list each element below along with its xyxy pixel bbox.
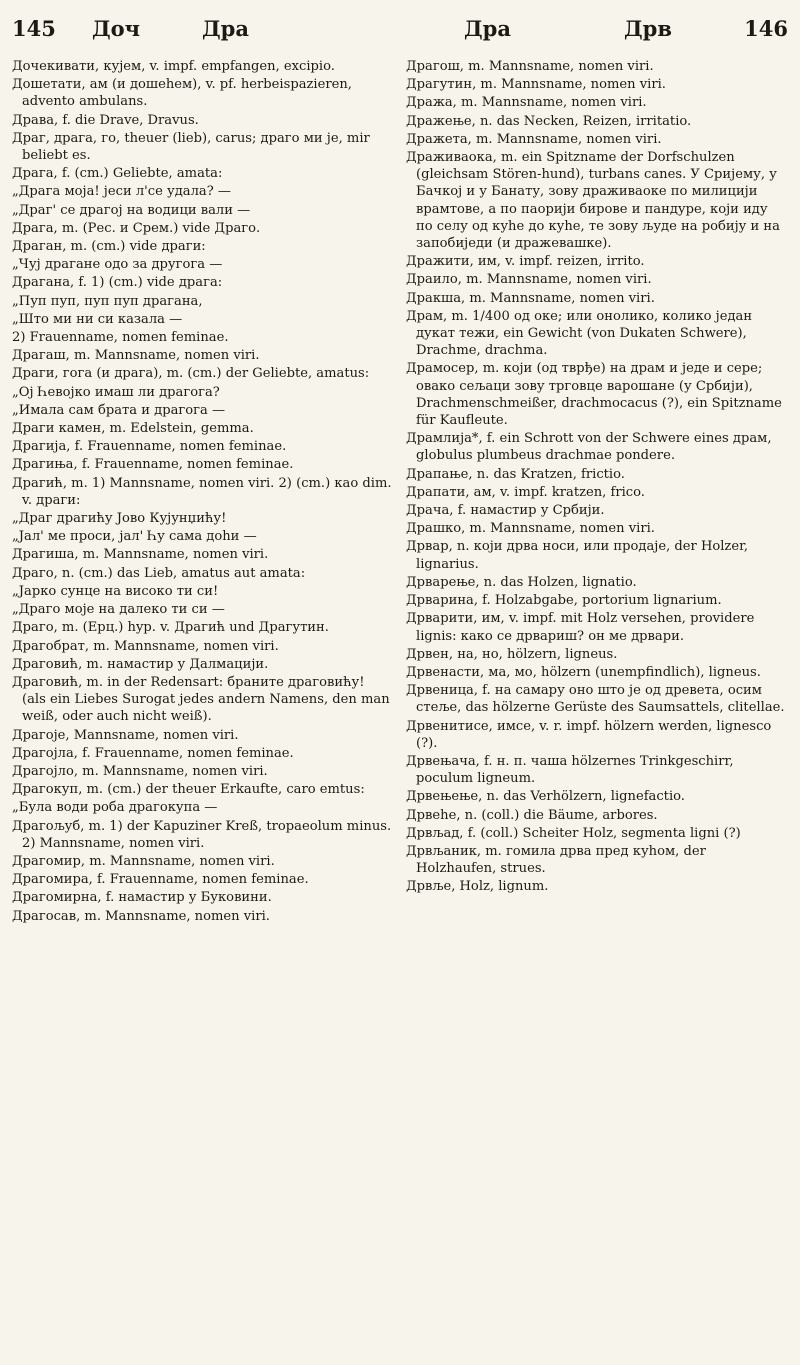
page-number-right: 146 [744, 16, 788, 41]
dictionary-entry: Драгија, f. Frauenname, nomen feminae. [12, 439, 287, 455]
dictionary-entry: Драживаока, m. ein Spitzname der Dorfschulzen (gleichsam Stören-hund), turbans canes. У Сријему, у Бачкој и у Банату, зову драживаоке по милицији врамтове, а по паорији бирове и пандуре, који иду по селу од куһе до куһе, те зову људе на робију и на запобиједи (и дражевашке). [406, 150, 780, 252]
dictionary-entry: Драшко, m. Mannsname, nomen viri. [406, 521, 655, 537]
dictionary-entry: Драча, f. намастир у Србији. [406, 503, 605, 519]
dictionary-entry: Дрварење, n. das Holzen, lignatio. [406, 574, 637, 590]
left-column [12, 58, 392, 1357]
dictionary-entry: Драгаш, m. Mannsname, nomen viri. [12, 348, 260, 364]
dictionary-entry: Драпати, ам, v. impf. kratzen, frico. [406, 484, 645, 500]
dictionary-entry: „Драг' се драгој на водици вали — [12, 202, 251, 218]
dictionary-entry: Дракша, m. Mannsname, nomen viri. [406, 290, 655, 306]
dictionary-entry: Дражета, m. Mannsname, nomen viri. [406, 131, 662, 147]
dictionary-entry: Драмлија*, f. ein Schrott von der Schwere eines драм, globulus plumbeus drachmae pondere. [406, 431, 772, 464]
dictionary-entry: „Пуп пуп, пуп пуп драгана, [12, 293, 203, 309]
dictionary-entry: „Јарко сунце на високо ти си! [12, 583, 219, 599]
dictionary-entry: Драгиша, m. Mannsname, nomen viri. [12, 547, 269, 563]
dictionary-entry: Дрвенасти, ма, мо, hölzern (unempfindlich), ligneus. [406, 664, 761, 680]
dictionary-entry: Драги камен, m. Edelstein, gemma. [12, 421, 254, 437]
dictionary-entry: Драгојла, f. Frauenname, nomen feminae. [12, 745, 294, 761]
dictionary-entry: „Чуј драгане одо за другога — [12, 257, 223, 273]
dictionary-entry: „Була води роба драгокупа — [12, 800, 218, 816]
dictionary-entry: Драгољуб, m. 1) der Kapuziner Kreß, tropaeolum minus. 2) Mannsname, nomen viri. [12, 818, 392, 851]
guide-word-left-2: Дра [202, 16, 249, 41]
dictionary-entry: Драгобрат, m. Mannsname, nomen viri. [12, 638, 279, 654]
dictionary-entry: Драгана, f. 1) (cm.) vide драга: [12, 275, 223, 291]
page-number-left: 145 [12, 16, 56, 41]
dictionary-entry: „Што ми ни си казала — [12, 311, 183, 327]
dictionary-entry: „Драга моја! јеси л'се удала? — [12, 184, 231, 200]
dictionary-entry: Драговић, m. намастир у Далмацији. [12, 656, 269, 672]
dictionary-entry: Драгиња, f. Frauenname, nomen feminae. [12, 457, 294, 473]
page-header [12, 10, 788, 50]
dictionary-entry: Драгоје, Mannsname, nomen viri. [12, 727, 239, 743]
dictionary-entry: „Драг драгићу Јово Кујунџићу! [12, 511, 227, 527]
dictionary-entry: Дрвље, Holz, lignum. [406, 879, 549, 895]
dictionary-entry: „Имала сам брата и драгога — [12, 402, 226, 418]
dictionary-entry: Драгутин, m. Mannsname, nomen viri. [406, 77, 666, 93]
dictionary-entry: „Јал' ме проси, јал' Һу сама доһи — [12, 529, 257, 545]
dictionary-entry: Дражење, n. das Necken, Reizen, irritatio. [406, 113, 692, 129]
dictionary-entry: Драго, m. (Ерц.) hyp. v. Драгић und Драгутин. [12, 620, 329, 636]
dictionary-entry: Драга, m. (Рес. и Срем.) vide Драго. [12, 220, 261, 236]
dictionary-entry: „Драго моје на далеко ти си — [12, 602, 225, 618]
dictionary-entry: Дрвљад, f. (coll.) Scheiter Holz, segmenta ligni (?) [406, 825, 741, 841]
dictionary-entry: 2) Frauenname, nomen feminae. [12, 330, 229, 346]
dictionary-entry: Драва, f. die Drave, Dravus. [12, 112, 199, 128]
dictionary-entry: Дража, m. Mannsname, nomen viri. [406, 95, 647, 111]
dictionary-entry: Драги, гога (и драга), m. (cm.) der Geliebte, amatus: [12, 366, 370, 382]
dictionary-entry: Драго, n. (cm.) das Lieb, amatus aut amata: [12, 565, 306, 581]
dictionary-entry: Драмосер, m. који (од тврђе) на драм и једе и сере; овако сељаци зову трговце варошане (у Србији), Drachmenschmeißer, drachmocacus (?), ein Spitzname für Kaufleute. [406, 361, 782, 429]
dictionary-entry: Драило, m. Mannsname, nomen viri. [406, 272, 652, 288]
dictionary-entry: Дрвљаник, m. гомила дрва пред куһом, der Holzhaufen, strues. [406, 843, 706, 877]
dictionary-entry: Дрвењење, n. das Verhölzern, lignefactio. [406, 789, 685, 805]
dictionary-columns [12, 58, 788, 1357]
dictionary-entry: Дрвењача, f. н. п. чаша hölzernes Trinkgeschirr, poculum ligneum. [406, 753, 734, 787]
dictionary-entry: Драг, драга, го, theuer (lieb), carus; драго ми је, mir beliebt es. [12, 130, 370, 164]
dictionary-entry: Дрвенитисе, имсе, v. r. impf. hölzern werden, lignesco (?). [406, 718, 772, 751]
dictionary-entry: Драгомира, f. Frauenname, nomen feminae. [12, 872, 309, 888]
dictionary-entry: Дрвеница, f. на самару оно што је од древета, осим стеље, das hölzerne Gerüste des Saumsattels, clitellae. [406, 683, 785, 716]
dictionary-entry: Драгојло, m. Mannsname, nomen viri. [12, 763, 268, 779]
dictionary-entry: Драгосав, m. Mannsname, nomen viri. [12, 908, 270, 924]
guide-word-right-2: Дрв [624, 16, 672, 41]
dictionary-entry: Дрварина, f. Holzabgabe, portorium lignarium. [406, 593, 722, 609]
dictionary-entry: Драган, m. (cm.) vide драги: [12, 239, 206, 255]
dictionary-entry: „Ој Һевојко имаш ли драгога? [12, 384, 220, 400]
dictionary-entry: Драгокуп, m. (cm.) der theuer Erkaufte, caro emtus: [12, 782, 365, 798]
dictionary-entry: Дрвар, n. који дрва носи, или продаје, der Holzer, lignarius. [406, 539, 749, 572]
right-column [406, 58, 786, 1357]
dictionary-entry: Драгомирна, f. намастир у Буковини. [12, 890, 272, 906]
dictionary-entry: Драгомир, m. Mannsname, nomen viri. [12, 853, 275, 869]
dictionary-entry: Дрварити, им, v. impf. mit Holz versehen, providere lignis: како се дрвариш? он ме дрвари. [406, 611, 755, 644]
dictionary-entry: Дражити, им, v. impf. reizen, irrito. [406, 254, 645, 270]
guide-word-right-1: Дра [464, 16, 511, 41]
dictionary-entry: Дочекивати, кујем, v. impf. empfangen, excipio. [12, 59, 335, 74]
dictionary-entry: Драпање, n. das Kratzen, frictio. [406, 466, 625, 482]
dictionary-entry: Дрвен, на, но, hölzern, ligneus. [406, 646, 618, 662]
dictionary-entry: Драговић, m. in der Redensart: браните драговићу! (als ein Liebes Surogat jedes andern Namens, den man weiß, oder auch nicht weiß). [12, 674, 390, 725]
dictionary-entry: Драгић, m. 1) Mannsname, nomen viri. 2) (cm.) као dim. v. драги: [12, 475, 392, 508]
dictionary-entry: Дошетати, ам (и дошеһем), v. pf. herbeispazieren, advento ambulans. [12, 77, 352, 110]
guide-word-left-1: Доч [92, 16, 141, 41]
dictionary-entry: Драгош, m. Mannsname, nomen viri. [406, 59, 654, 74]
dictionary-entry: Дрвеһе, n. (coll.) die Bäume, arbores. [406, 807, 658, 823]
dictionary-entry: Драм, m. 1/400 од оке; или онолико, колико један дукат тежи, ein Gewicht (von Dukaten Schwere), Drachme, drachma. [406, 308, 753, 359]
dictionary-entry: Драга, f. (cm.) Geliebte, amata: [12, 166, 223, 182]
